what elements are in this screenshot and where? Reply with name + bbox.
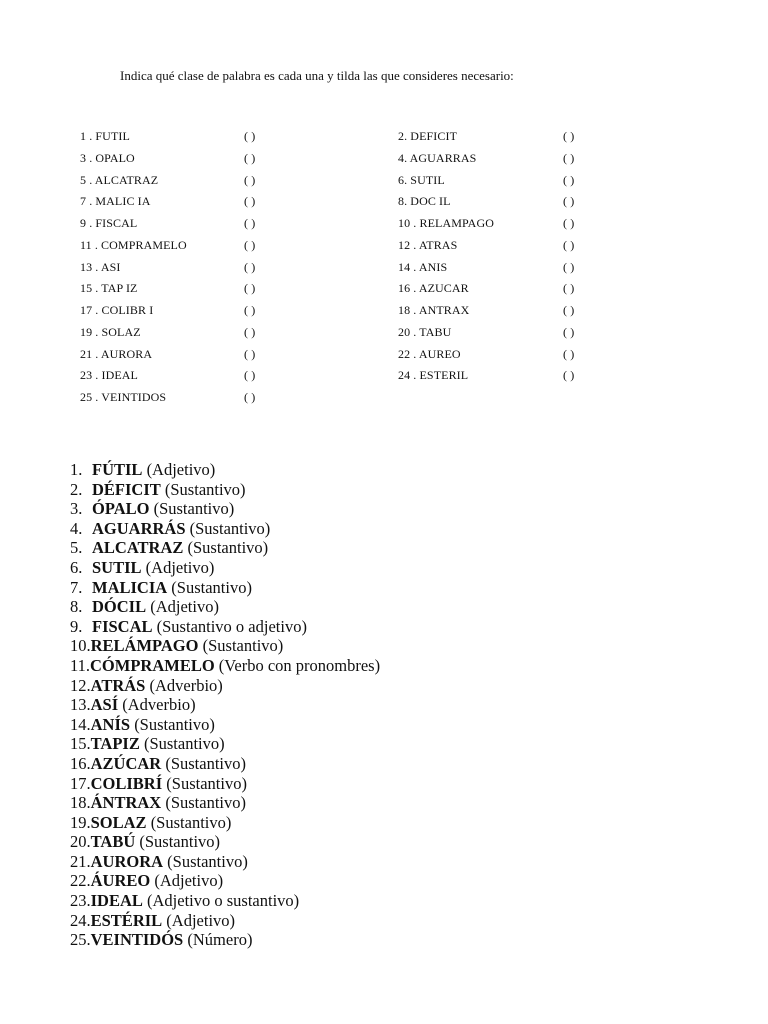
exercise-word: 22 . AUREO [398, 346, 461, 361]
answer-number: 1. [70, 460, 83, 479]
answer-item [70, 617, 380, 637]
answer-item [70, 656, 380, 676]
answer-item [70, 754, 380, 774]
answer-item [70, 460, 380, 480]
answer-number: 13. [70, 695, 91, 715]
answer-item [70, 676, 380, 696]
exercise-word: 6. SUTIL [398, 172, 445, 187]
exercise-word: 14 . ANIS [398, 259, 448, 274]
answer-word: ATRÁS [90, 675, 146, 695]
answer-blank: ( ) [563, 194, 575, 209]
answer-number: 16. [70, 753, 91, 773]
exercise-word: 13 . ASI [80, 259, 121, 274]
answer-type: (Sustantivo) [189, 518, 271, 538]
exercise-word: 5 . ALCATRAZ [80, 172, 159, 187]
answer-type: (Sustantivo) [164, 479, 246, 499]
answer-blank: ( ) [244, 390, 256, 404]
exercise-word: 25 . VEINTIDOS [80, 390, 167, 404]
exercise-item [398, 346, 575, 362]
exercise-word: 18 . ANTRAX [398, 303, 470, 317]
answer-word: VEINTIDÓS [90, 930, 184, 950]
answer-type: (Sustantivo o adjetivo) [156, 616, 307, 636]
answer-blank: ( ) [244, 172, 256, 187]
answer-number: 24. [70, 910, 91, 930]
answer-item [70, 715, 380, 735]
answer-blank: ( ) [244, 324, 256, 339]
exercise-item [398, 172, 575, 188]
answer-number: 23. [70, 891, 91, 911]
answer-blank: ( ) [563, 216, 575, 230]
answer-word: FÚTIL [92, 460, 143, 479]
exercise-word: 15 . TAP IZ [80, 281, 138, 296]
answer-type: (Adjetivo) [154, 871, 224, 891]
exercise-item [80, 194, 256, 209]
answer-item [70, 538, 380, 558]
exercise-item [398, 216, 575, 231]
answer-word: MALICIA [92, 577, 168, 597]
exercise-item [398, 150, 575, 166]
answer-word: CÓMPRAMELO [90, 655, 215, 675]
answer-number: 4. [70, 518, 83, 538]
answer-word: RELÁMPAGO [90, 636, 199, 656]
exercise-word: 21 . AURORA [80, 346, 153, 361]
answer-item [70, 930, 380, 950]
answer-blank: ( ) [244, 194, 256, 209]
answer-item [70, 813, 380, 833]
answer-word: FISCAL [92, 616, 153, 636]
answer-word: ÓPALO [92, 499, 150, 519]
exercise-word: 10 . RELAMPAGO [398, 216, 494, 230]
exercise-item [80, 324, 256, 340]
exercise-item [80, 237, 256, 253]
exercise-word: 23 . IDEAL [80, 368, 138, 383]
answer-blank: ( ) [244, 368, 256, 383]
answer-item [70, 911, 380, 931]
exercise-word: 24 . ESTERIL [398, 368, 469, 383]
exercise-item [80, 172, 256, 188]
exercise-word: 7 . MALIC IA [80, 194, 151, 209]
answer-word: DÓCIL [92, 597, 147, 617]
exercise-item [80, 259, 256, 275]
answer-blank: ( ) [244, 237, 256, 252]
answer-list [70, 460, 380, 950]
answer-number: 6. [70, 557, 83, 577]
answer-item [70, 852, 380, 872]
answer-type: (Adjetivo o sustantivo) [147, 891, 300, 911]
answer-type: (Adverbio) [149, 675, 223, 695]
answer-item [70, 597, 380, 617]
answer-word: SUTIL [92, 557, 142, 577]
exercise-item [398, 324, 575, 340]
answer-word: ÁNTRAX [90, 793, 162, 813]
exercise-item [80, 216, 256, 231]
answer-type: (Adjetivo) [146, 460, 216, 479]
exercise-item [80, 281, 256, 296]
answer-word: IDEAL [90, 891, 143, 911]
answer-number: 20. [70, 832, 91, 852]
answer-type: (Sustantivo) [134, 714, 215, 734]
answer-blank: ( ) [563, 324, 575, 339]
answer-type: (Adverbio) [122, 695, 196, 715]
answer-blank: ( ) [563, 281, 575, 296]
answer-item [70, 480, 380, 500]
answer-number: 7. [70, 577, 83, 597]
answer-item [70, 695, 380, 715]
answer-number: 9. [70, 616, 83, 636]
exercise-word: 3 . OPALO [80, 150, 135, 165]
answer-type: (Adjetivo) [145, 557, 215, 577]
answer-blank: ( ) [563, 150, 575, 165]
exercise-word: 11 . COMPRAMELO [80, 237, 187, 252]
answer-number: 5. [70, 538, 83, 558]
answer-number: 15. [70, 734, 91, 754]
answer-blank: ( ) [244, 129, 256, 143]
answer-blank: ( ) [244, 259, 256, 274]
answer-item [70, 734, 380, 754]
answer-blank: ( ) [563, 368, 575, 383]
exercise-item [80, 303, 256, 318]
exercise-word: 8. DOC IL [398, 194, 451, 209]
answer-item [70, 793, 380, 813]
answer-blank: ( ) [244, 303, 256, 317]
answer-word: ALCATRAZ [92, 538, 184, 558]
answer-item [70, 578, 380, 598]
exercise-item [80, 129, 256, 144]
exercise-item [398, 303, 575, 318]
answer-type: (Número) [187, 930, 253, 950]
answer-item [70, 558, 380, 578]
exercise-item [398, 368, 575, 383]
exercise-word: 2. DEFICIT [398, 129, 457, 143]
answer-blank: ( ) [563, 172, 575, 187]
answer-blank: ( ) [563, 303, 575, 317]
exercise-word: 20 . TABU [398, 324, 452, 339]
answer-blank: ( ) [563, 237, 575, 252]
answer-number: 25. [70, 930, 91, 950]
answer-word: ESTÉRIL [90, 910, 163, 930]
answer-item [70, 774, 380, 794]
answer-type: (Sustantivo) [167, 851, 248, 871]
answer-blank: ( ) [244, 216, 256, 230]
answer-item [70, 519, 380, 539]
answer-word: ANÍS [90, 714, 131, 734]
answer-blank: ( ) [563, 259, 575, 274]
answer-number: 21. [70, 851, 91, 871]
answer-number: 10. [70, 636, 91, 656]
exercise-word: 12 . ATRAS [398, 237, 458, 252]
exercise-instruction: Indica qué clase de palabra es cada una y tilda las que consideres necesario: [120, 68, 514, 83]
exercise-item [80, 390, 256, 405]
exercise-item [398, 281, 575, 296]
answer-type: (Adjetivo) [166, 910, 236, 930]
answer-type: (Sustantivo) [187, 538, 269, 558]
exercise-item [80, 150, 256, 166]
answer-blank: ( ) [244, 150, 256, 165]
exercise-item [80, 368, 256, 383]
exercise-word: 19 . SOLAZ [80, 324, 141, 339]
answer-word: ASÍ [90, 695, 119, 715]
answer-item [70, 832, 380, 852]
answer-type: (Sustantivo) [171, 577, 252, 597]
exercise-word: 17 . COLIBR I [80, 303, 154, 317]
answer-number: 11. [70, 655, 91, 675]
answer-number: 17. [70, 773, 91, 793]
exercise-word: 16 . AZUCAR [398, 281, 469, 296]
answer-number: 19. [70, 812, 91, 832]
exercise-image [70, 60, 610, 410]
exercise-word: 4. AGUARRAS [398, 150, 477, 165]
exercise-word: 9 . FISCAL [80, 216, 138, 230]
answer-number: 12. [70, 675, 91, 695]
answer-word: TABÚ [90, 832, 136, 852]
answer-blank: ( ) [563, 129, 575, 143]
answer-type: (Sustantivo) [139, 832, 221, 852]
answer-blank: ( ) [244, 281, 256, 296]
answer-type: (Sustantivo) [150, 812, 232, 832]
answer-number: 14. [70, 714, 91, 734]
answer-number: 2. [70, 479, 83, 499]
answer-word: TAPIZ [90, 734, 140, 754]
answer-number: 8. [70, 597, 83, 617]
answer-type: (Sustantivo) [165, 793, 247, 813]
answer-word: SOLAZ [90, 812, 147, 832]
answer-word: AURORA [90, 851, 164, 871]
answer-type: (Sustantivo) [165, 753, 247, 773]
answer-blank: ( ) [244, 346, 256, 361]
answer-type: (Sustantivo) [143, 734, 225, 754]
exercise-item [398, 194, 575, 209]
answer-type: (Sustantivo) [202, 636, 284, 656]
answer-item [70, 871, 380, 891]
answer-number: 18. [70, 793, 91, 813]
answer-number: 22. [70, 871, 91, 891]
answer-word: DÉFICIT [92, 479, 161, 499]
answer-word: COLIBRÍ [90, 773, 163, 793]
answer-number: 3. [70, 499, 83, 519]
exercise-item [398, 237, 575, 253]
answer-blank: ( ) [563, 346, 575, 361]
exercise-item [398, 129, 575, 144]
answer-item [70, 891, 380, 911]
exercise-word: 1 . FUTIL [80, 129, 130, 143]
answer-item [70, 499, 380, 519]
answer-word: AZÚCAR [90, 753, 162, 773]
answer-type: (Verbo con pronombres) [218, 655, 381, 675]
answer-item [70, 636, 380, 656]
answer-type: (Adjetivo) [150, 597, 219, 617]
answer-type: (Sustantivo) [153, 499, 235, 519]
exercise-item [80, 346, 256, 362]
answer-word: AGUARRÁS [92, 518, 186, 538]
exercise-item [398, 259, 575, 275]
answer-type: (Sustantivo) [166, 773, 247, 793]
answer-word: ÁUREO [90, 871, 151, 891]
